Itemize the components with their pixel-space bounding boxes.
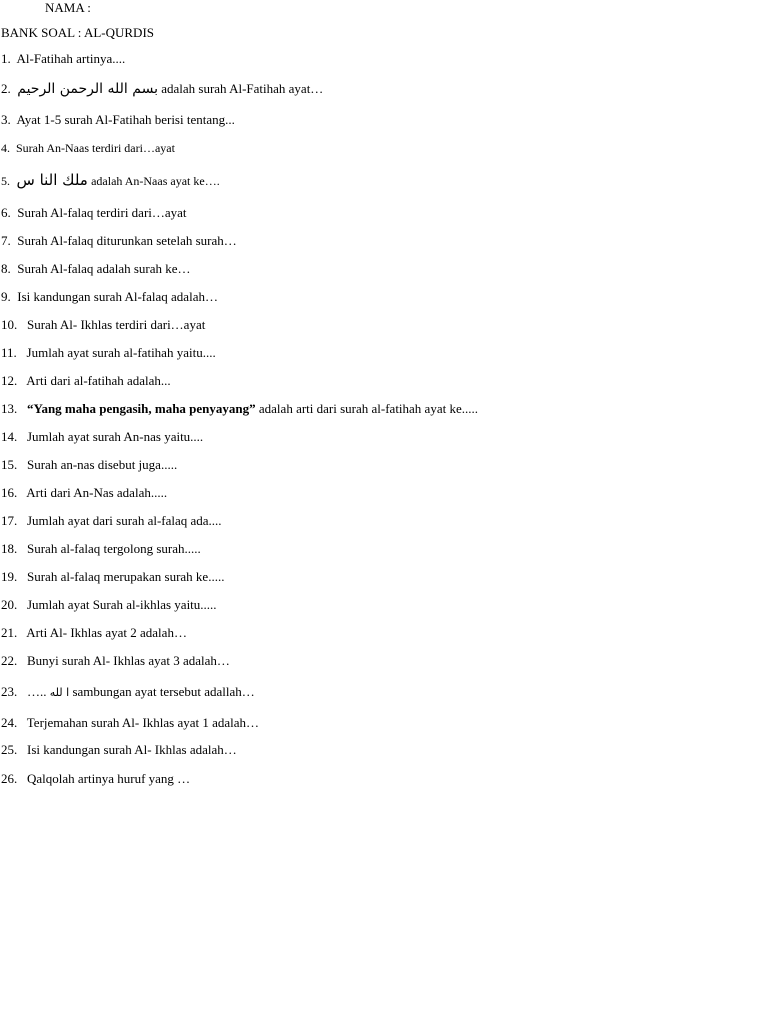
question-number: 6. xyxy=(1,205,11,220)
question-number: 2. xyxy=(1,81,11,96)
question-17 xyxy=(1,513,222,529)
question-number: 12. xyxy=(1,373,18,388)
question-number: 25. xyxy=(1,742,18,757)
question-number: 13. xyxy=(1,401,18,416)
question-text: Ayat 1-5 surah Al-Fatihah berisi tentang... xyxy=(16,112,235,127)
question-number: 14. xyxy=(1,429,18,444)
question-23 xyxy=(1,684,255,701)
question-22 xyxy=(1,653,230,669)
question-text: Arti dari An-Nas adalah..... xyxy=(26,485,168,500)
question-text: Qalqolah artinya huruf yang … xyxy=(27,771,191,786)
question-number: 24. xyxy=(1,715,18,730)
question-number: 9. xyxy=(1,289,11,304)
question-4 xyxy=(1,140,175,156)
question-text: Jumlah ayat Surah al-ikhlas yaitu..... xyxy=(27,597,217,612)
question-text: Al-Fatihah artinya.... xyxy=(16,51,126,66)
question-text: Bunyi surah Al- Ikhlas ayat 3 adalah… xyxy=(27,653,230,668)
question-text: Surah Al-falaq diturunkan setelah surah… xyxy=(17,233,237,248)
quoted-meaning: “Yang maha pengasih, maha penyayang” xyxy=(27,401,256,416)
question-7 xyxy=(1,233,237,249)
question-1 xyxy=(1,51,125,67)
arabic-text: ملك النا س xyxy=(16,171,88,189)
question-14 xyxy=(1,429,203,445)
question-13 xyxy=(1,401,478,417)
question-text: Terjemahan surah Al- Ikhlas ayat 1 adalah… xyxy=(26,715,260,730)
question-number: 16. xyxy=(1,485,18,500)
question-text: Isi kandungan surah Al-falaq adalah… xyxy=(17,289,218,304)
question-text: Jumlah ayat surah An-nas yaitu.... xyxy=(27,429,204,444)
question-number: 7. xyxy=(1,233,11,248)
question-number: 3. xyxy=(1,112,11,127)
question-number: 26. xyxy=(1,771,18,786)
question-number: 1. xyxy=(1,51,11,66)
question-text: adalah An-Naas ayat ke…. xyxy=(91,174,220,188)
nama-label: NAMA : xyxy=(45,0,91,15)
question-11 xyxy=(1,345,216,361)
question-text: Surah An-Naas terdiri dari…ayat xyxy=(16,141,175,155)
question-number: 22. xyxy=(1,653,18,668)
question-text: Surah Al-falaq adalah surah ke… xyxy=(17,261,191,276)
question-2 xyxy=(1,81,323,97)
question-text: adalah arti dari surah al-fatihah ayat ke..... xyxy=(258,401,478,416)
question-number: 17. xyxy=(1,513,18,528)
question-number: 11. xyxy=(1,345,17,360)
question-18 xyxy=(1,541,201,557)
question-number: 15. xyxy=(1,457,18,472)
question-text: adalah surah Al-Fatihah ayat… xyxy=(161,81,324,96)
question-text: Jumlah ayat surah al-fatihah yaitu.... xyxy=(26,345,216,360)
question-number: 23. xyxy=(1,684,18,699)
question-26 xyxy=(1,771,190,787)
question-text: Arti Al- Ikhlas ayat 2 adalah… xyxy=(26,625,187,640)
question-text: Surah al-falaq merupakan surah ke..... xyxy=(27,569,225,584)
arabic-text: ا لله xyxy=(49,686,70,699)
ellipsis-prefix: ….. xyxy=(27,684,47,699)
question-10 xyxy=(1,317,205,333)
question-8 xyxy=(1,261,191,277)
question-text: Surah an-nas disebut juga..... xyxy=(27,457,178,472)
question-text: Arti dari al-fatihah adalah... xyxy=(26,373,171,388)
page-title: BANK SOAL : AL-QURDIS xyxy=(1,25,154,40)
question-number: 21. xyxy=(1,625,18,640)
question-text: Isi kandungan surah Al- Ikhlas adalah… xyxy=(27,742,237,757)
question-text: Surah Al-falaq terdiri dari…ayat xyxy=(17,205,187,220)
question-21 xyxy=(1,625,187,641)
question-text: sambungan ayat tersebut adallah… xyxy=(72,684,255,699)
question-number: 20. xyxy=(1,597,18,612)
question-19 xyxy=(1,569,224,585)
question-number: 19. xyxy=(1,569,18,584)
question-12 xyxy=(1,373,171,389)
question-number: 5. xyxy=(1,174,10,188)
question-number: 10. xyxy=(1,317,18,332)
question-24 xyxy=(1,715,259,731)
question-16 xyxy=(1,485,167,501)
question-25 xyxy=(1,742,237,758)
question-20 xyxy=(1,597,217,613)
question-text: Jumlah ayat dari surah al-falaq ada.... xyxy=(27,513,222,528)
question-15 xyxy=(1,457,177,473)
question-3 xyxy=(1,112,235,128)
arabic-text: بسم الله الرحمن الرحيم xyxy=(17,81,158,97)
question-number: 18. xyxy=(1,541,18,556)
question-5 xyxy=(1,172,220,189)
question-text: Surah Al- Ikhlas terdiri dari…ayat xyxy=(27,317,206,332)
question-6 xyxy=(1,205,187,221)
question-number: 8. xyxy=(1,261,11,276)
question-9 xyxy=(1,289,218,305)
question-number: 4. xyxy=(1,141,10,155)
question-text: Surah al-falaq tergolong surah..... xyxy=(27,541,201,556)
